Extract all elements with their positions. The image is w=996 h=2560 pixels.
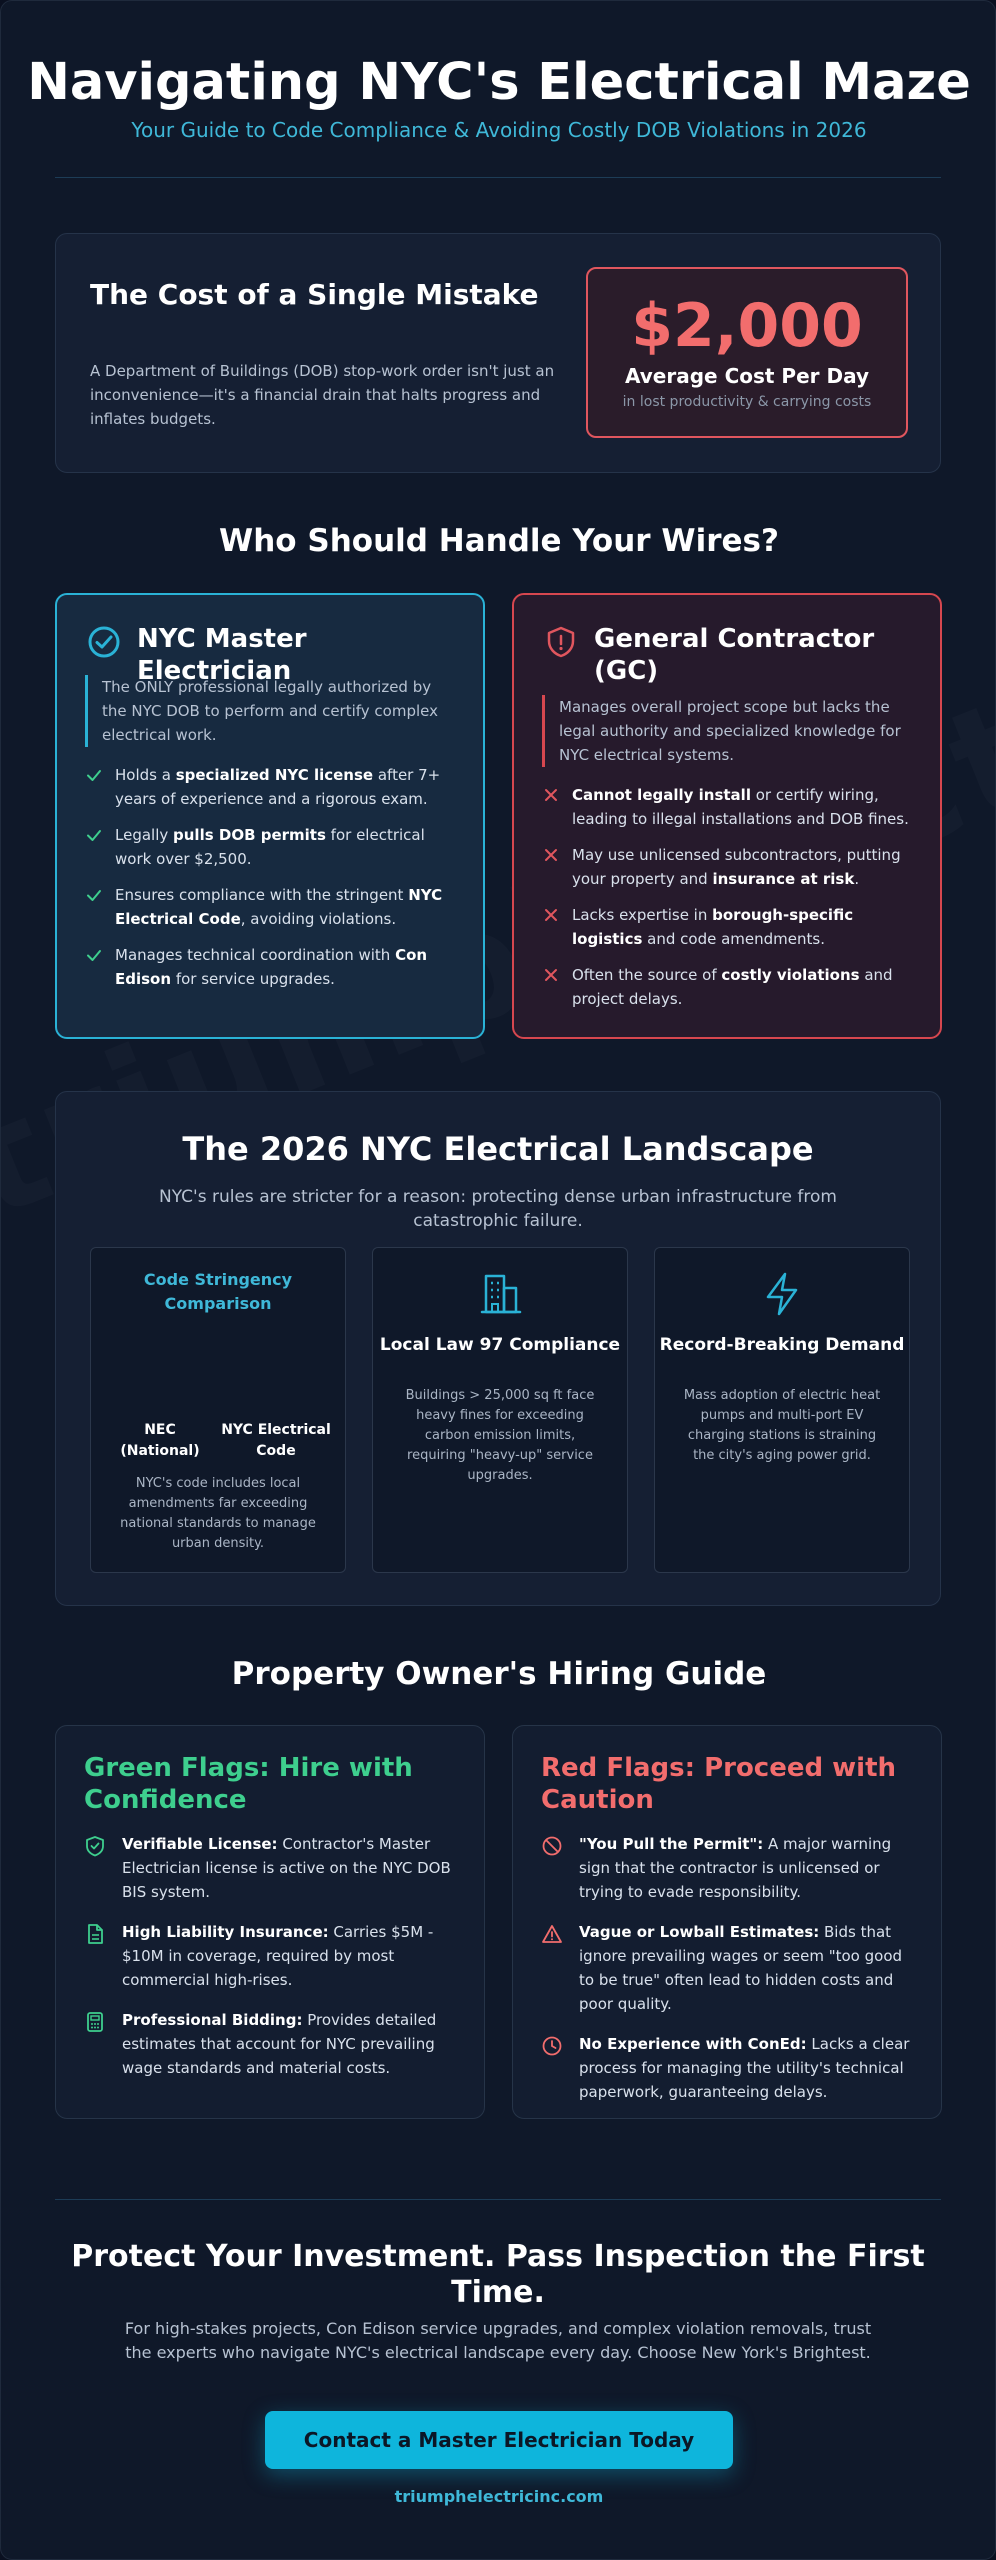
who-section-title: Who Should Handle Your Wires? [219,523,779,559]
list-item: Manages technical coordination with Con Edison for service upgrades. [85,943,459,991]
building-icon [476,1270,524,1318]
x-icon [542,846,560,864]
price-caption: in lost productivity & carrying costs [622,394,872,410]
lightning-icon [758,1270,806,1318]
page-subtitle: Your Guide to Code Compliance & Avoiding Costly DOB Violations in 2026 [131,118,867,142]
bar-label-nec: NEC (National) [120,1422,200,1459]
divider [55,2199,941,2200]
gc-card-quote: Manages overall project scope but lacks the legal authority and specialized knowledge for NYC electrical systems. [542,695,912,767]
contact-button[interactable]: Contact a Master Electrician Today [265,2411,733,2469]
red-flags-card [512,1725,942,2119]
cta-text: For high-stakes projects, Con Edison service upgrades, and complex violation removals, trust the experts who navigate NYC's electrical landscape every day. Choose New York's Brightest. [124,2319,872,2362]
gc-card-title: General Contractor (GC) [594,624,875,686]
price-label: Average Cost Per Day [625,364,869,388]
list-item: Cannot legally install or certify wiring, leading to illegal installations and DOB fines. [542,783,916,831]
red-flags-title: Red Flags: Proceed with Caution [541,1753,897,1815]
divider [55,177,941,178]
stringency-title: Code Stringency Comparison [143,1270,293,1313]
green-flags-card [55,1725,485,2119]
website-link[interactable]: triumphelectricinc.com [394,2487,604,2506]
demand-card [654,1247,910,1573]
x-icon [542,906,560,924]
bar-label-nyc: NYC Electrical Code [221,1422,331,1459]
check-icon [85,946,103,964]
list-item: Professional Bidding: Provides detailed estimates that account for NYC prevailing wage standards and material costs. [84,2008,460,2080]
master-electrician-card [55,593,485,1039]
master-card-title: NYC Master Electrician [137,624,307,686]
list-item: "You Pull the Permit": A major warning sign that the contractor is unlicensed or trying to evade responsibility. [541,1832,917,1904]
calculator-icon [84,2011,106,2033]
cta-title: Protect Your Investment. Pass Inspection the First Time. [71,2239,925,2310]
gc-bullets [542,783,916,1023]
check-circle-icon [87,625,121,659]
list-item: Lacks expertise in borough-specific logistics and code amendments. [542,903,916,951]
check-icon [85,886,103,904]
law97-title: Local Law 97 Compliance [379,1335,621,1355]
red-flags-list [541,1832,917,2120]
green-flags-title: Green Flags: Hire with Confidence [84,1753,413,1815]
demand-text: Mass adoption of electric heat pumps and multi-port EV charging stations is straining the city's aging power grid. [683,1388,881,1463]
general-contractor-card [512,593,942,1039]
cost-card [55,233,941,473]
list-item: High Liability Insurance: Carries $5M - $10M in coverage, required by most commercial high-rises. [84,1920,460,1992]
page-title: Navigating NYC's Electrical Maze [27,53,971,112]
law97-text: Buildings > 25,000 sq ft face heavy fines for exceeding carbon emission limits, requiring "heavy-up" service upgrades. [405,1388,595,1483]
shield-check-icon [84,1835,106,1857]
landscape-title: The 2026 NYC Electrical Landscape [182,1130,814,1168]
check-icon [85,766,103,784]
x-icon [542,786,560,804]
warning-icon [541,1923,563,1945]
list-item: Often the source of costly violations and project delays. [542,963,916,1011]
landscape-subtitle: NYC's rules are stricter for a reason: protecting dense urban infrastructure from catastrophic failure. [159,1187,837,1231]
green-flags-list [84,1832,460,2096]
cost-title: The Cost of a Single Mistake [90,278,539,311]
price-box [586,267,908,438]
shield-alert-icon [544,625,578,659]
law97-card [372,1247,628,1573]
list-item: May use unlicensed subcontractors, putting your property and insurance at risk. [542,843,916,891]
list-item: Ensures compliance with the stringent NYC Electrical Code, avoiding violations. [85,883,459,931]
cost-description: A Department of Buildings (DOB) stop-work order isn't just an inconvenience—it's a financial drain that halts progress and inflates budgets. [90,362,555,428]
list-item: Legally pulls DOB permits for electrical work over $2,500. [85,823,459,871]
list-item: Verifiable License: Contractor's Master Electrician license is active on the NYC DOB BIS system. [84,1832,460,1904]
stringency-text: NYC's code includes local amendments far exceeding national standards to manage urban density. [120,1476,316,1551]
list-item: No Experience with ConEd: Lacks a clear process for managing the utility's technical paperwork, guaranteeing delays. [541,2032,917,2104]
master-bullets [85,763,459,1003]
x-icon [542,966,560,984]
check-icon [85,826,103,844]
prohibited-icon [541,1835,563,1857]
demand-title: Record-Breaking Demand [659,1335,905,1355]
landscape-card [55,1091,941,1606]
stringency-card [90,1247,346,1573]
list-item: Vague or Lowball Estimates: Bids that ignore prevailing wages or seem "too good to be true" often lead to hidden costs and poor quality. [541,1920,917,2016]
list-item: Holds a specialized NYC license after 7+ years of experience and a rigorous exam. [85,763,459,811]
document-icon [84,1923,106,1945]
price-value: $2,000 [631,291,863,361]
clock-icon [541,2035,563,2057]
master-card-quote: The ONLY professional legally authorized by the NYC DOB to perform and certify complex electrical work. [85,675,455,747]
guide-section-title: Property Owner's Hiring Guide [231,1656,767,1692]
